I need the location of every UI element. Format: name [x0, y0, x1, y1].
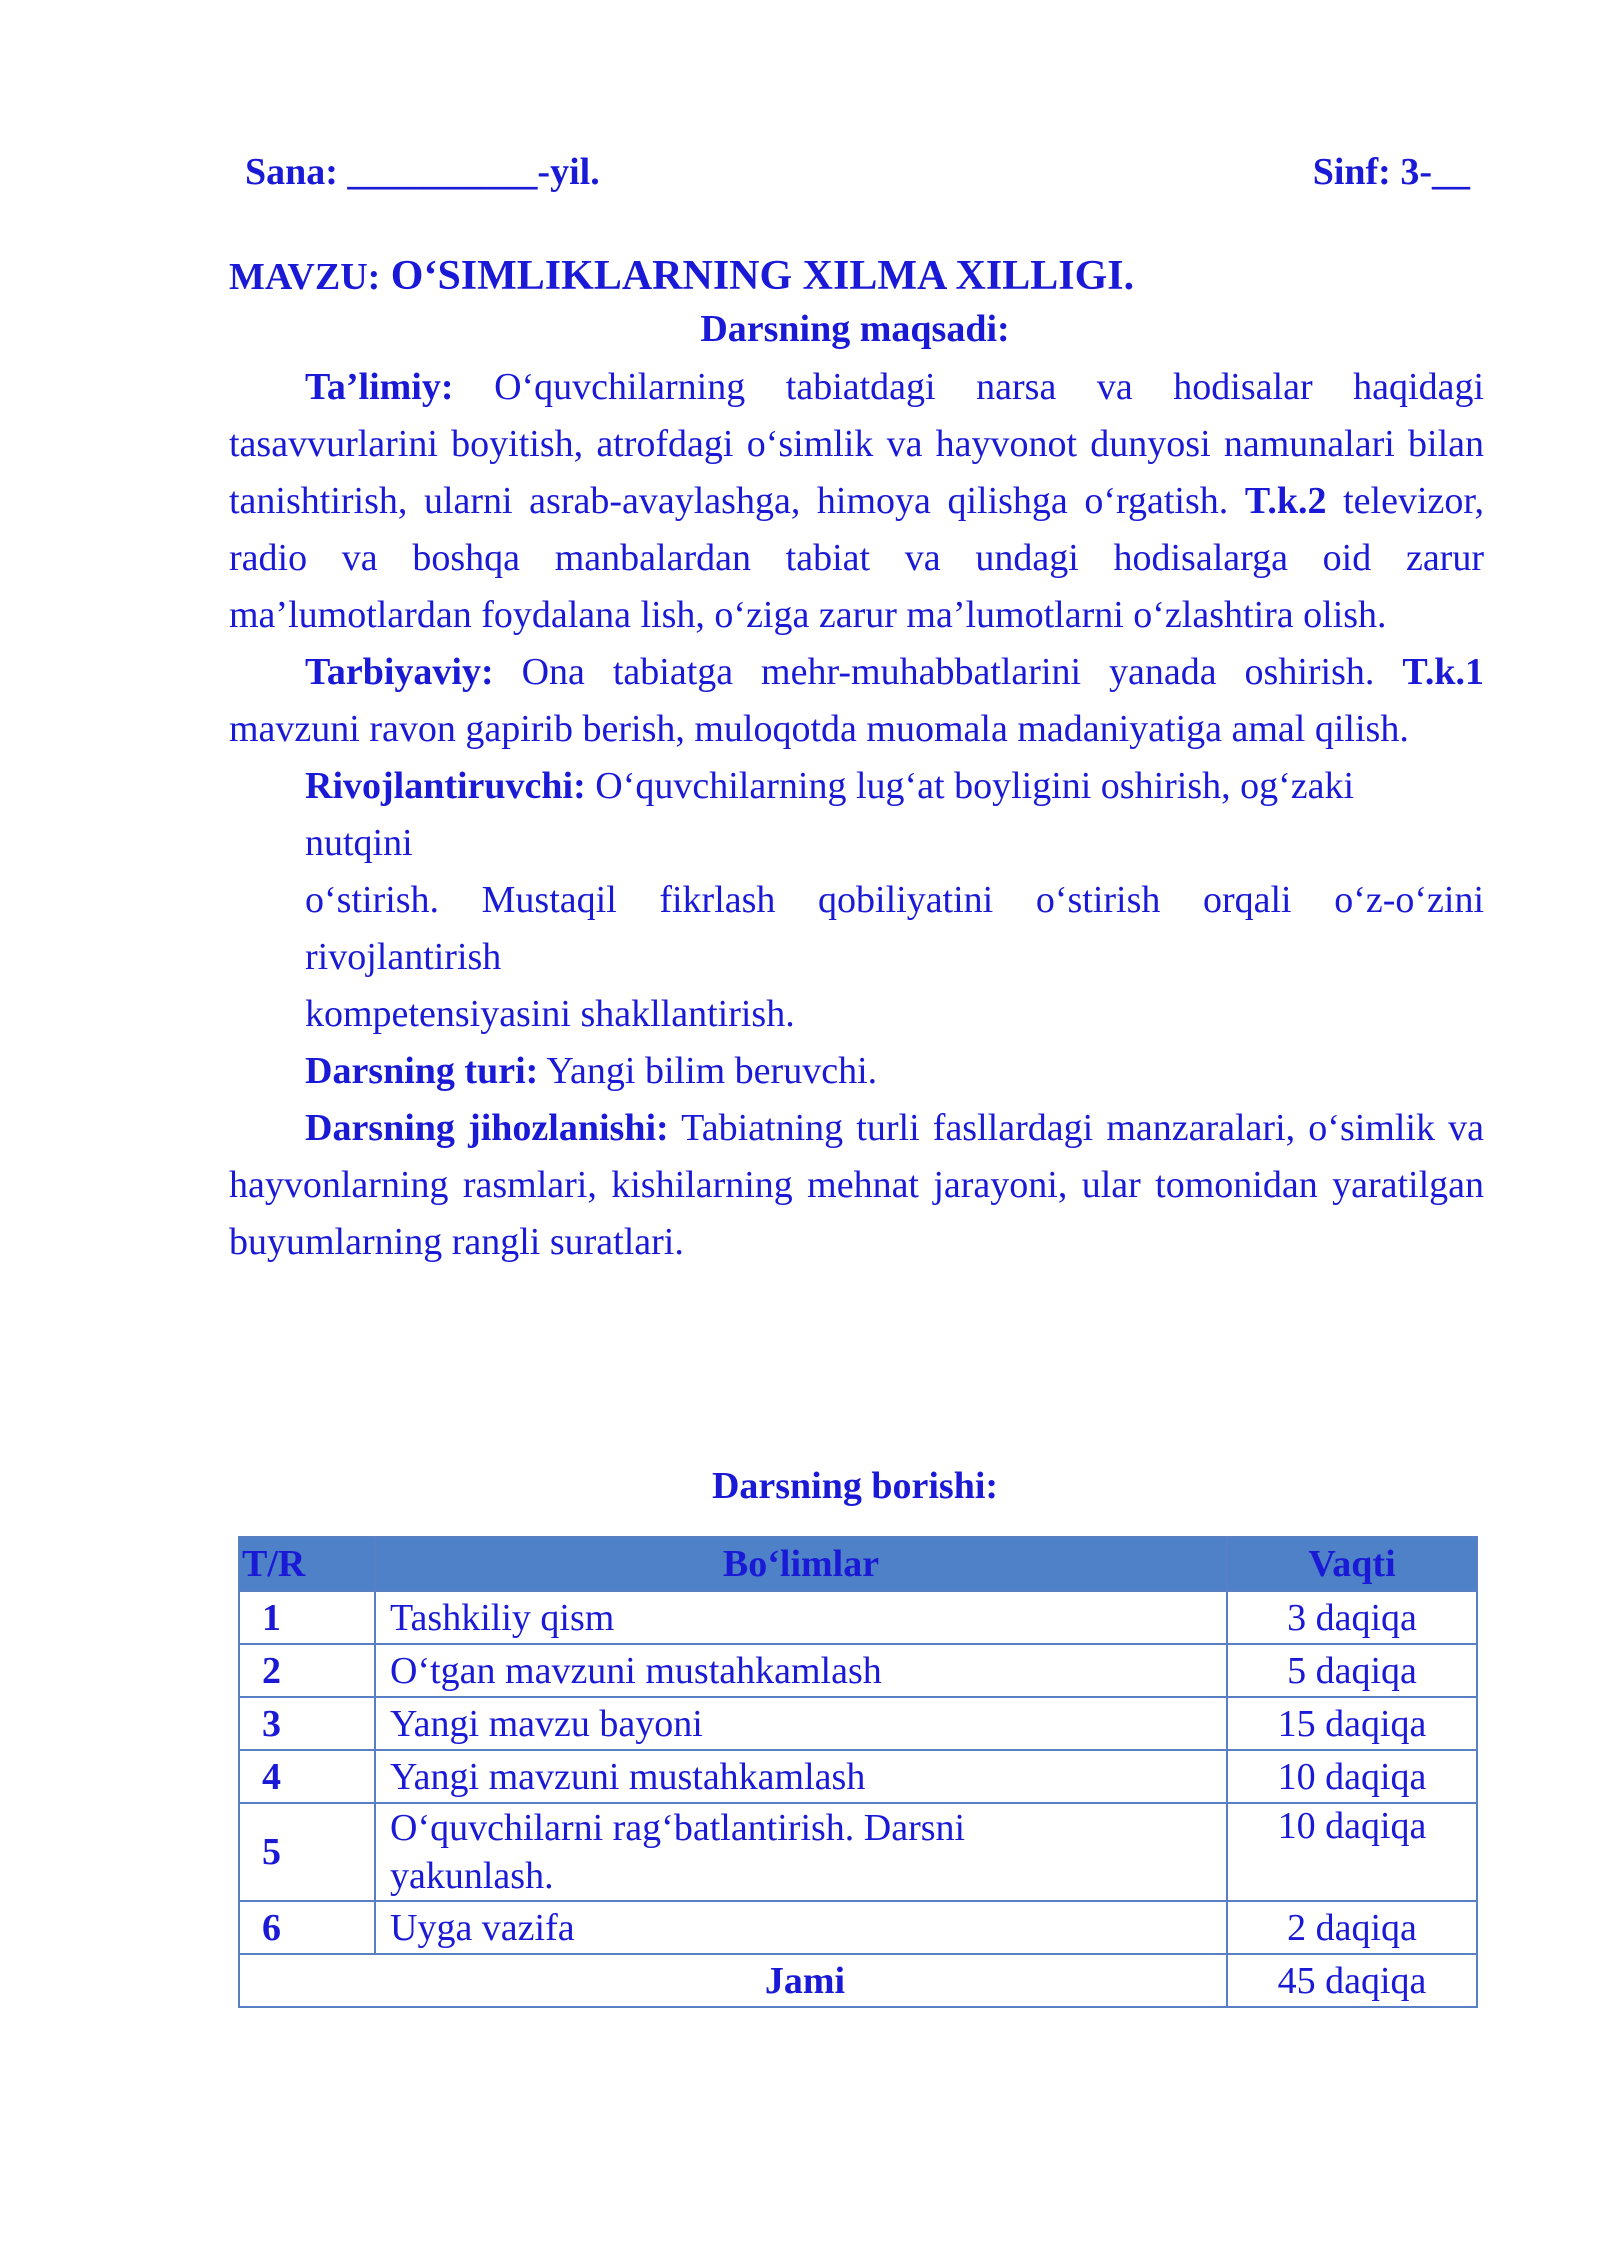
developing-line-1: O‘quvchilarning lug‘at boyligini oshirish, og‘zaki — [595, 765, 1355, 807]
row-number: 1 — [239, 1591, 375, 1644]
table-row — [239, 1644, 1477, 1697]
topic-name: O‘SIMLIKLARNING XILMA XILLIGI. — [390, 253, 1135, 299]
table-row — [239, 1591, 1477, 1644]
educational-text-1: O‘quvchilarning tabiatdagi narsa va hodisalar haqidagi tasavvurlarini boyitish, atrofdagi o‘simlik va hayvonot dunyosi namunalari bilan tanishtirish, ularni asrab-avaylashga, himoya qilishga o‘rgatish. — [229, 366, 1484, 522]
row-number: 5 — [239, 1803, 375, 1901]
upbringing-goal — [229, 644, 1484, 758]
upbringing-text-1: Ona tabiatga mehr-muhabbatlarini yanada oshirish. — [521, 651, 1375, 693]
developing-line-4: rivojlantirish — [305, 936, 502, 978]
date-field: Sana: __________-yil. — [245, 151, 600, 193]
row-number: 3 — [239, 1697, 375, 1750]
column-header-time: Vaqti — [1227, 1537, 1477, 1591]
developing-line-2: nutqini — [305, 822, 413, 864]
equipment-label: Darsning jihozlanishi: — [305, 1107, 669, 1149]
row-time: 10 daqiqa — [1227, 1750, 1477, 1803]
equipment-value: Tabiatning turli fasllardagi manzaralari, o‘simlik va hayvonlarning rasmlari, kishilarning mehnat jarayoni, ular tomonidan yaratilgan buyumlarning rangli suratlari. — [229, 1107, 1484, 1263]
row-time: 10 daqiqa — [1227, 1803, 1477, 1901]
educational-label: Ta’limiy: — [305, 366, 454, 408]
educational-tk: T.k.2 — [1244, 480, 1327, 522]
lesson-type — [229, 1043, 1484, 1100]
row-section: Tashkiliy qism — [375, 1591, 1227, 1644]
lesson-description — [229, 359, 1484, 1271]
lesson-type-value: Yangi bilim beruvchi. — [546, 1050, 878, 1092]
row-number: 2 — [239, 1644, 375, 1697]
goals-heading: Darsning maqsadi: — [700, 308, 1010, 350]
table-row — [239, 1901, 1477, 1954]
table-row — [239, 1803, 1477, 1901]
row-number: 4 — [239, 1750, 375, 1803]
row-section: Yangi mavzuni mustahkamlash — [375, 1750, 1227, 1803]
row-time: 15 daqiqa — [1227, 1697, 1477, 1750]
lesson-type-label: Darsning turi: — [305, 1050, 539, 1092]
educational-goal — [229, 359, 1484, 644]
row-section: Uyga vazifa — [375, 1901, 1227, 1954]
row-time: 2 daqiqa — [1227, 1901, 1477, 1954]
row-time: 3 daqiqa — [1227, 1591, 1477, 1644]
developing-line-5: kompetensiyasini shakllantirish. — [305, 993, 795, 1035]
lesson-plan-table — [238, 1536, 1478, 2008]
class-field: Sinf: 3-__ — [1312, 151, 1470, 193]
upbringing-tk: T.k.1 — [1402, 651, 1485, 693]
column-header-section: Bo‘limlar — [375, 1537, 1227, 1591]
table-row — [239, 1697, 1477, 1750]
row-section: O‘tgan mavzuni mustahkamlash — [375, 1644, 1227, 1697]
row-number: 6 — [239, 1901, 375, 1954]
row-time: 5 daqiqa — [1227, 1644, 1477, 1697]
row-section: Yangi mavzu bayoni — [375, 1697, 1227, 1750]
total-label: Jami — [239, 1954, 1227, 2007]
topic-title — [229, 252, 1134, 300]
topic-label: MAVZU: — [229, 256, 381, 298]
table-header-row — [239, 1537, 1477, 1591]
table-row — [239, 1750, 1477, 1803]
row-section: O‘quvchilarni rag‘batlantirish. Darsni yakunlash. — [375, 1803, 1227, 1901]
upbringing-label: Tarbiyaviy: — [305, 651, 494, 693]
educational-text-2: televizor, radio va boshqa manbalardan tabiat va undagi hodisalarga oid zarur ma’lumotlardan foydalana lish, o‘ziga zarur ma’lumotlarni o‘zlashtira olish. — [229, 480, 1484, 636]
column-header-number: T/R — [239, 1537, 375, 1591]
plan-heading: Darsning borishi: — [711, 1465, 999, 1507]
upbringing-text-2: mavzuni ravon gapirib berish, muloqotda muomala madaniyatiga amal qilish. — [229, 708, 1409, 750]
lesson-equipment — [229, 1100, 1484, 1271]
total-time: 45 daqiqa — [1227, 1954, 1477, 2007]
developing-goal — [229, 758, 1484, 1043]
developing-line-3: o‘stirish. Mustaqil fikrlash qobiliyatini o‘stirish orqali o‘z-o‘zini — [305, 879, 1484, 921]
table-total-row — [239, 1954, 1477, 2007]
developing-label: Rivojlantiruvchi: — [305, 765, 586, 807]
